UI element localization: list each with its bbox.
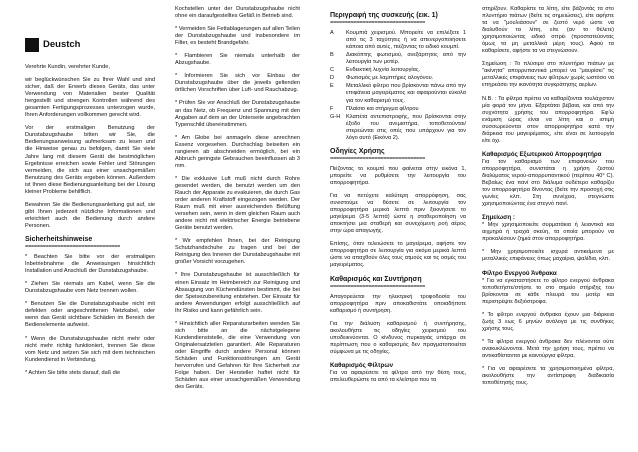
subsection-title-filters: Καθαρισμός Φίλτρων bbox=[330, 361, 394, 369]
list-item: G-H Κλαπέτα αντεπιστροφής, που βρίσκονται στην έξοδο του ανεμιστήρα, τοποθετούνται/στερεώνται στις οπές που υπάρχουν για τον λόγο αυτό (Εικόνα 2). bbox=[330, 113, 466, 141]
safety-note: * Wir empfehlen Ihnen, bei der Reinigung Schutzhandschuhe zu tragen und bei der Reinigung des Inneren der Dunstabzugshaube mit großer Vorsicht vorzugehen. bbox=[175, 238, 300, 266]
safety-note: * Vermeiden Sie Fettablagerungen auf allen Teilen der Dunstabzugshaube und insbesondere im Filter, es besteht Brandgefahr. bbox=[175, 26, 300, 47]
subsection-title-exterior: Καθαρισμός Εξωτερικού Απορροφητήρα bbox=[482, 150, 602, 158]
column-greek-description bbox=[330, 6, 466, 390]
language-header bbox=[25, 38, 155, 52]
paragraph: * Τα φίλτρα ενεργού άνθρακα δεν πλένονται ούτε ανακυκλώνονται. Μετά την χρήση τους, πρέπει να αντικαθίστανται με καινούργια φίλτρα. bbox=[482, 338, 614, 359]
paragraph: Πιέζοντας το κουμπί που φαίνεται στην εικόνα 1, μπορείτε να ρυθμίσετε την λειτουργία του απορροφητήρα. bbox=[330, 165, 466, 186]
paragraph: * Το φίλτρο ενεργού άνθρακα έχουν μια διάρκεια ζωής 3 εως 6 μηνών ανάλογα με τις συνθήκες χρήσης τους. bbox=[482, 311, 614, 332]
safety-note: * Prüfen Sie vor Anschluß der Dunstabzugshaube an das Netz, ob Frequenz und Spannung mit den Angaben auf dem an der Unterseite angebrachten Typenschild übereinstimmen. bbox=[175, 100, 300, 128]
safety-note: Kochstellen unter der Dunstabzugshaube nicht ohne ein daraufgestelltes Gefäß in Betrieb sind. bbox=[175, 6, 300, 20]
column-german-safety bbox=[175, 6, 300, 397]
paragraph: * Για να αφαιρέσετε τα χρησιμοποιημένα φίλτρα, ακολουθήστε την αντίστροφη διαδικασία τοποθέτησής τους. bbox=[482, 366, 614, 387]
list-item: D Φωτισμός με λαμπτήρες αλογόνου. bbox=[330, 75, 434, 82]
paragraph: wir beglückwünschen Sie zu Ihrer Wahl und sind sicher, daß der Erwerb dieses Geräts, das unter Verwendung von Materialien bester Qualität hergestellt und strengen Kontrollen während des gesamten Fertigungsprozesses unterzogen wurde, Ihren Anforderungen vollkommen gerecht wird. bbox=[25, 77, 155, 119]
paragraph: * Για να εγκαταστήσετε το φίλτρο ενεργού άνθρακα τοποθετήστε/στήστε το στο σημείο στήριξης του βρίσκονται σε κάθε πλευρά του μοτέρ και περιστρέψτε δεξιόστροφα. bbox=[482, 277, 614, 305]
column-greek-maintenance bbox=[482, 6, 614, 393]
paragraph: στηρίζουν. Καθαρίστε τα λίπη, είτε βάζοντάς τα στο πλυντήριο πιάτων (δείτε τις σημειώσεις), είτε αφήστε τα να "μουλιάσουν" σε ζεστό νερό ώστε να διαλυθούν τα λίπη, είτε (αν το θέλετε) χρησιμοποιώντας ειδικό σπρέι (προστατεύοντας όμως τα μη μεταλλικά μέρη τους). Αφού τα καθαρίσετε, αφήστε τα να στεγνώσουν. bbox=[482, 6, 614, 55]
safety-note: * Benutzen Sie die Dunstabzugshaube nicht mit defekten oder angeschnittenen Netzkabel, oder wenn das Gerät sichtbare Schäden im Bereich der Bedienelemente aufweist. bbox=[25, 301, 155, 329]
safety-note: * Wenn die Dunstabzugshaube nicht mehr oder nicht mehr richtig funktioniert, trennen Sie diese vom Netz und setzen Sie sich mit dem technischen Kundendienst in Verbindung. bbox=[25, 335, 155, 363]
paragraph: N.B. : Τα φίλτρα πρέπει να καθαρίζονται τουλάχιστον μία φορά τον μήνα. Εξαρτάται βέβαια, και από την συχνότητα χρήσης του απορροφητήρα. Εφ'ώ ενάμιση ώρας είναι να λίπη και ο ιστιμή συσσωρεύονται στον απορροφητήρα κατά την διάρκεια του μαγειρέματος, είτε είναι σε λειτουργία είτε όχι. bbox=[482, 95, 614, 144]
safety-note: * Ziehen Sie niemals am Kabel, wenn Sie die Dunstabzugshaube vom Netz trennen wollen. bbox=[25, 281, 155, 295]
list-item: A Κουμπιά χειρισμού. Μπορείτε να επιλέξετε 1 από τις 3 ταχύτητες ή να απενεργοποιήσετε κάποια από αυτές, πιέζοντας το ειδικό κουμπί. bbox=[330, 30, 466, 51]
safety-note: * Informieren Sie sich vor Einbau der Dunstabzugshaube über die jeweils geltenden örtlichen Vorschriften über Luft- und Rauchabzug. bbox=[175, 73, 300, 94]
subsection-title-note: Σημείωση : bbox=[482, 214, 515, 222]
safety-note: * Am Globe bei anmageln diese anrechnen Essenz vorgesehen. Durchschlag beiseiten ein rangieren ab abschneiden ermöglich, bei ein Abbruch geringste Gebrauchen beeinflussen ab 3 mm. bbox=[175, 134, 300, 169]
safety-note: * Ihre Dunstabzugshaube ist ausschließlich für einen Einsatz im Heimbereich zur Reinigung und Absaugung von Küchendünsten bestimmt, die bei der Speisezubereitung entstehen. Der Einsatz für andere Anwendungen erfolgt ausschließlich auf Ihr Risiko und kann gefährlich sein. bbox=[175, 272, 300, 314]
list-item: F Πλαίσιο και στήριγμα φίλτρου bbox=[330, 105, 419, 112]
safety-note: * Die exklusive Luft muß nicht durch Rohre gesendet werden, die benutzt werden um den Rauch der Apparate zu evakuieren, die durch Gas order anderen Kraftstoff eingezogen werden. Der Raum muß mit einer ausreichenden Belüftung versehen sein, wenn in dem gleichen Raum auch andere nicht mit elektrischer Energie betriebene Geräte benutzt werden. bbox=[175, 175, 300, 232]
paragraph: Bewahren Sie die Bedienungsanleitung gut auf, sie gibt Ihnen jederzeit nützliche Informationen und erleichtert auch die Bedienung durch andere Personen. bbox=[25, 201, 155, 229]
safety-note: * Beachten Sie bitte vor der erstmaligen Inbetriebnahme die Anweisungen hinsichtlich Installation und Anschluß der Dunstabzugshaube. bbox=[25, 254, 155, 275]
list-item: C Ενδεικτική λυχνία λειτουργίας. bbox=[330, 67, 421, 74]
divider-rule: ================================ bbox=[25, 244, 120, 251]
language-title: Deustch bbox=[43, 39, 81, 51]
section-title-safety: Sicherheitshinweise bbox=[25, 235, 93, 243]
paragraph: Σημείωση : Το πλύσιμο στο πλυντήριο πιάτων με "ακίνητα" απορρυπαντικά μπορεί να "μαυρίσει" τις μεταλλικές επιφάνειες των φίλτρων χωρίς ωστόσο να επηρεάσει την ικανότητα συγκράτησης αερίων. bbox=[482, 61, 614, 89]
language-marker-block bbox=[25, 38, 39, 52]
paragraph: * Μην χρησιμοποιείτε ισχυρά αντικείμενα με μεταλλικές επιφάνειες όπως μαχαίρια, ψαλίδια, κλπ. bbox=[482, 249, 614, 263]
divider-rule: ================================ bbox=[330, 20, 425, 27]
paragraph: Απαγορεύεται την ηλεκτρική τροφοδοσία του απορροφητήρα πριν αποκαθιστάτε οποιαδήποτε καθαρισμό ή συντήρηση. bbox=[330, 293, 466, 314]
paragraph: Για να αφαιρέσετε τα φίλτρα από την θέση τους, απελευθερώστε τα από τα κλείστρα που τα bbox=[330, 370, 466, 384]
column-german-intro bbox=[25, 38, 155, 383]
paragraph: Για την διάλυση καθαρισμού ή συντήρησης, ακολουθήστε τις οδηγίες χειρισμού του υποδεικνύονται. Ο κίνδυνος πυρκαγιάς υπάρχει σε περίπτωση που ο καθαρισμός δεν πραγματοποιείται σύμφωνα με τις οδηγίες. bbox=[330, 320, 466, 355]
paragraph: Για τον καθαρισμό των επιφανειών του απορροφητήρα, συνιστάται η χρήση ζεστού διαλύματος νερού-απορρυπαντικού (περίπου 40° C). Βεβαίως ένα πανί στο διάλυμα ουδέτερο καθαρίζει τον απορροφητήρα δίνοντας (δείτε την προσοχή στις γωνίες κλπ. Στη συνέχεια, στεγνώστε χρησιμοποιώντας ένα στεγνό πανί. bbox=[482, 158, 614, 208]
divider-rule: ================================ bbox=[330, 155, 425, 162]
safety-note: * Flambieren Sie niemals unterhalb der Abzugshaube. bbox=[175, 53, 300, 67]
list-item: B Διακόπτης φωτισμού, ανεξάρτητος από την λειτουργία των μοτέρ. bbox=[330, 52, 466, 66]
paragraph: Vor der erstmaligen Benutzung der Dunstabzugshaube bitten wir Sie, die Bedienungsanweisung aufmerksam zu lesen und die Hinweise genau zu befolgen, damit Sie viele Jahre lang mit diesem Gerät die bestmöglichen Ergebnisse erreichen sowie Fehler und Störungen vermeiden, die sich aus einer unsachgemäßen Benutzung des Geräts ergeben können. Außerdem ist Ihnen diese Bedienungsanleitung bei der Lösung kleiner Probleme behilflich. bbox=[25, 125, 155, 195]
subsection-title-carbon-filter: Φίλτρο Ενεργού Άνθρακα bbox=[482, 269, 557, 277]
greeting: Verehrte Kundin, verehrter Kunde, bbox=[25, 64, 110, 70]
section-title-usage: Οδηγίες Χρήσης bbox=[330, 147, 385, 155]
divider-rule: ================================ bbox=[330, 283, 425, 290]
section-title-cleaning: Καθαρισμός και Συντήρηση bbox=[330, 275, 422, 283]
list-item: E Μεταλλικό φίλτρο που βρίσκονται πάνω από την επιφάνεια μαγειρέματος και αφαιρούνται εύκολα για τον καθαρισμό τους. bbox=[330, 83, 466, 104]
paragraph: * Μην χρησιμοποιείτε συρματάκια ή λειαντικά και αιχμηρά ή τραχιά σκεύη, τα οποία μπορούν να προκαλέσουν ζημιά στον απορροφητήρα. bbox=[482, 222, 614, 243]
paragraph: Επίσης, όταν τελειώσετε το μαγείρεμα, αφήστε τον απορροφητήρα σε λειτουργία για ακόμα μερικά λεπτά ώστε να απαχθούν όλες τους ατμούς και τις οσμές του μαγειρέματος. bbox=[330, 241, 466, 269]
section-title-description: Περιγραφή της συσκευής (εικ. 1) bbox=[330, 12, 438, 19]
paragraph: Για να πετύχετε καλύτερη απορρόφηση, σας συνιστούμε να θέσετε σε λειτουργία τον απορροφητήρα μερικά λεπτά πριν ξεκινήσετε το μαγείρεμα (3-5 λεπτά) ώστε η σταθεροποίηση να αποκτήσει μια σταθερή και συνεχόμενη ροή αέρος στην ώρα απαγωγής. bbox=[330, 193, 466, 235]
safety-note: * Hinsichtlich aller Reparaturarbeiten wenden Sie sich bitte an die nächstgelegene Kundendienststelle, die eine Verwendung von Originalersatzteilen garantiert. Alle Reparaturen oder Eingriffe durch andere Personal können Schäden und Funktionsstörungen am Gerät hervorrufen und Gefahren für Ihre Sicherheit zur Folge haben. Der Hersteller haftet nicht für Schäden aus einer unsachgemäßen Verwendung des Geräts. bbox=[175, 320, 300, 391]
safety-note: * Achten Sie bitte stets darauf, daß die bbox=[25, 369, 121, 376]
